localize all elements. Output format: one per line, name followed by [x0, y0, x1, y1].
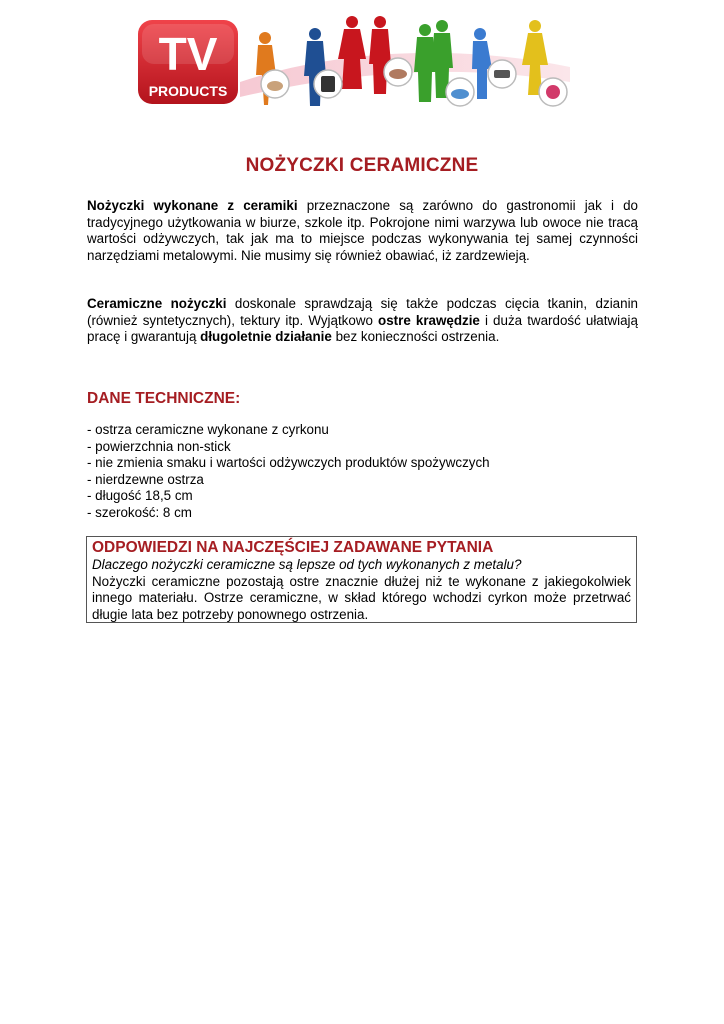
faq-box [86, 536, 637, 623]
intro-p2-text-2: i duża twardość ułatwiają pracę i gwarantują [87, 312, 638, 345]
tech-spec-item: - nie zmienia smaku i wartości odżywczych produktów spożywczych [87, 455, 490, 470]
intro-p1-text: przeznaczone są zarówno do gastronomii jak i do tradycyjnego użytkowania w biurze, szkole itp. Pokrojone nimi warzywa lub owoce nie tracą wartości odżywczych, tak jak ma to miejsce podczas wykonywania tej samej czynności narzędziami metalowymi. Nie musimy się również obawiać, iż zardzewieją. [87, 198, 638, 263]
logo-tv-text: TV [158, 28, 218, 80]
intro-p2-bold-2: ostre krawędzie [378, 312, 480, 328]
page-title: NOŻYCZKI CERAMICZNE [245, 155, 479, 176]
tech-spec-item: - długość 18,5 cm [87, 488, 193, 503]
tv-products-banner [130, 12, 580, 112]
intro-paragraph-1 [87, 198, 638, 264]
tech-heading: DANE TECHNICZNE: [87, 390, 241, 407]
logo-products-text: PRODUCTS [148, 83, 228, 99]
tech-spec-list [87, 422, 490, 521]
faq-question: Dlaczego nożyczki ceramiczne są lepsze od tych wykonanych z metalu? [92, 557, 522, 572]
intro-p2-text-3: bez konieczności ostrzenia. [331, 329, 500, 345]
tv-products-logo [138, 20, 238, 104]
tech-spec-item: - szerokość: 8 cm [87, 504, 192, 520]
tech-spec-item: - powierzchnia non-stick [87, 438, 231, 454]
faq-heading: ODPOWIEDZI NA NAJCZĘŚCIEJ ZADAWANE PYTANIA [92, 539, 494, 556]
tech-spec-item: - ostrza ceramiczne wykonane z cyrkonu [87, 422, 329, 437]
silhouette-lightblue [472, 28, 492, 99]
intro-paragraph-2 [87, 296, 638, 346]
faq-answer: Nożyczki ceramiczne pozostają ostre znacznie dłużej niż te wykonane z jakiegokolwiek innego materiału. Ostrze ceramiczne, w skład którego wchodzi cyrkon może przetrwać długie lata bez potrzeby ponownego ostrzenia. [92, 573, 631, 622]
intro-p2-bold-3: długoletnie działanie [200, 329, 332, 345]
tech-spec-item: - nierdzewne ostrza [87, 471, 204, 487]
intro-p2-bold-1: Ceramiczne nożyczki [87, 296, 227, 311]
intro-p1-bold: Nożyczki wykonane z ceramiki [87, 198, 298, 213]
intro-p2-text-1: doskonale sprawdzają się także podczas cięcia tkanin, dzianin (również syntetycznych), tektury itp. Wyjątkowo [87, 296, 638, 328]
